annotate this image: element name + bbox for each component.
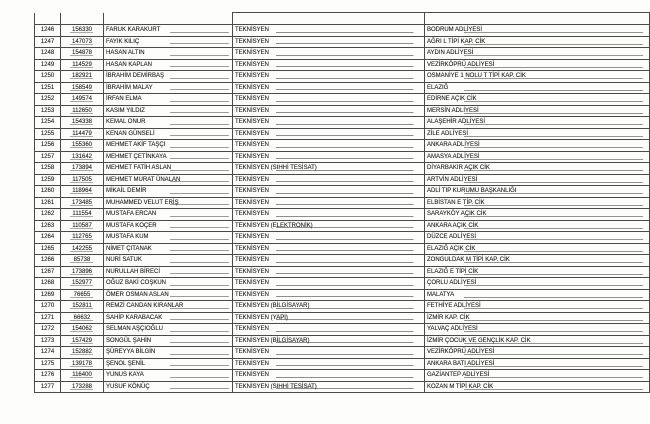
row-number-cell: 1277 [35, 381, 61, 393]
person-name-cell: MİKAİL DEMİR [104, 186, 233, 198]
person-name-cell: MEHMET ÇETİNKAYA [104, 151, 233, 163]
job-title-cell: TEKNİSYEN [233, 36, 425, 48]
row-number-cell: 1270 [35, 301, 61, 313]
assignment-unit-cell: GAZİANTEP ADLİYESİ [425, 370, 650, 382]
row-number-cell: 1255 [35, 128, 61, 140]
row-number-cell: 1264 [35, 232, 61, 244]
job-title-cell: TEKNİSYEN [233, 243, 425, 255]
person-name-cell: MUHAMMED VELUT ERİŞ [104, 197, 233, 209]
row-number-cell: 1253 [35, 105, 61, 117]
table-body [35, 13, 650, 393]
job-title-cell: TEKNİSYEN [233, 347, 425, 359]
assignment-unit-cell: İZMİR KAP. CİK [425, 312, 650, 324]
person-name-cell: MUSTAFA KOÇER [104, 220, 233, 232]
row-number-cell: 1259 [35, 174, 61, 186]
row-number-cell [35, 13, 61, 25]
assignment-unit-cell: ADLİ TIP KURUMU BAŞKANLIĞI [425, 186, 650, 198]
person-name-cell: ŞÜREYYA BİLGİN [104, 347, 233, 359]
row-number-cell: 1252 [35, 94, 61, 106]
job-title-cell: TEKNİSYEN [233, 71, 425, 83]
person-name-cell: MUSTAFA KUM [104, 232, 233, 244]
assignment-unit-cell: AĞRI L TİPİ KAP. CİK [425, 36, 650, 48]
row-number-cell: 1246 [35, 25, 61, 37]
row-number-cell: 1273 [35, 335, 61, 347]
table-row [35, 232, 650, 244]
registry-number-cell: 117505 [61, 174, 104, 186]
person-name-cell [104, 13, 233, 25]
row-number-cell: 1248 [35, 48, 61, 60]
person-name-cell: NİMET ÇITANAK [104, 243, 233, 255]
job-title-cell: TEKNİSYEN [233, 197, 425, 209]
table-row [35, 82, 650, 94]
registry-number-cell: 154338 [61, 117, 104, 129]
job-title-cell: TEKNİSYEN [233, 25, 425, 37]
registry-number-cell: 173288 [61, 381, 104, 393]
assignment-unit-cell: EDİRNE AÇIK CİK [425, 94, 650, 106]
job-title-cell: TEKNİSYEN [233, 266, 425, 278]
assignment-unit-cell: KOZAN M TİPİ KAP. CİK [425, 381, 650, 393]
assignment-unit-cell: ZONGULDAK M TİPİ KAP. CİK [425, 255, 650, 267]
table-row [35, 243, 650, 255]
assignment-unit-cell: ANKARA ADLİYESİ [425, 140, 650, 152]
person-name-cell: İRFAN ELMA [104, 94, 233, 106]
table-row [35, 174, 650, 186]
registry-number-cell: 118964 [61, 186, 104, 198]
registry-number-cell: 131642 [61, 151, 104, 163]
table-row [35, 347, 650, 359]
person-name-cell: NURİ SATUK [104, 255, 233, 267]
job-title-cell: TEKNİSYEN (SIHHİ TESİSAT) [233, 381, 425, 393]
table-row [35, 25, 650, 37]
person-name-cell: OĞUZ BAKİ COŞKUN [104, 278, 233, 290]
table-row [35, 94, 650, 106]
table-row [35, 358, 650, 370]
registry-number-cell: 66632 [61, 312, 104, 324]
row-number-cell: 1265 [35, 243, 61, 255]
table-row [35, 36, 650, 48]
job-title-cell: TEKNİSYEN [233, 151, 425, 163]
table-row [35, 186, 650, 198]
person-name-cell: MEHMET FATİH ASLAN [104, 163, 233, 175]
registry-number-cell: 114479 [61, 128, 104, 140]
registry-number-cell: 173896 [61, 266, 104, 278]
row-number-cell: 1267 [35, 266, 61, 278]
person-name-cell: SAHİP KARABACAK [104, 312, 233, 324]
assignment-unit-cell: ANKARA AÇIK CİK [425, 220, 650, 232]
assignment-unit-cell [425, 13, 650, 25]
row-number-cell: 1268 [35, 278, 61, 290]
person-name-cell: HASAN ALTIN [104, 48, 233, 60]
assignment-unit-cell: DÜZCE ADLİYESİ [425, 232, 650, 244]
registry-number-cell: 152977 [61, 278, 104, 290]
assignment-unit-cell: SARAYKÖY AÇIK CİK [425, 209, 650, 221]
job-title-cell: TEKNİSYEN [233, 324, 425, 336]
row-number-cell: 1258 [35, 163, 61, 175]
registry-number-cell: 173894 [61, 163, 104, 175]
person-name-cell: KEMAL ONUR [104, 117, 233, 129]
row-number-cell: 1254 [35, 117, 61, 129]
job-title-cell: TEKNİSYEN [233, 209, 425, 221]
person-name-cell: KASIM YILDIZ [104, 105, 233, 117]
assignment-unit-cell: ELAZIĞ [425, 82, 650, 94]
table-row [35, 324, 650, 336]
table-row [35, 312, 650, 324]
job-title-cell: TEKNİSYEN (BİLGİSAYAR) [233, 301, 425, 313]
assignment-unit-cell: VEZİRKÖPRÜ ADLİYESİ [425, 59, 650, 71]
table-row [35, 59, 650, 71]
assignment-unit-cell: FETHİYE ADLİYESİ [425, 301, 650, 313]
row-number-cell: 1261 [35, 197, 61, 209]
person-name-cell: ÖMER OSMAN ASLAN [104, 289, 233, 301]
assignment-unit-cell: YALVAÇ ADLİYESİ [425, 324, 650, 336]
row-number-cell: 1249 [35, 59, 61, 71]
table-row [35, 105, 650, 117]
registry-number-cell: 182921 [61, 71, 104, 83]
job-title-cell: TEKNİSYEN [233, 117, 425, 129]
registry-number-cell: 157429 [61, 335, 104, 347]
assignment-unit-cell: ANKARA BATI ADLİYESİ [425, 358, 650, 370]
cutoff-row [35, 13, 650, 25]
person-name-cell: MEHMET MURAT ÜNALAN [104, 174, 233, 186]
row-number-cell: 1275 [35, 358, 61, 370]
person-name-cell: İBRAHİM MALAY [104, 82, 233, 94]
registry-number-cell: 85738 [61, 255, 104, 267]
registry-number-cell: 149574 [61, 94, 104, 106]
job-title-cell: TEKNİSYEN [233, 358, 425, 370]
job-title-cell: TEKNİSYEN (BİLGİSAYAR) [233, 335, 425, 347]
job-title-cell: TEKNİSYEN [233, 48, 425, 60]
table-row [35, 370, 650, 382]
person-name-cell: MUSTAFA ERCAN [104, 209, 233, 221]
row-number-cell: 1271 [35, 312, 61, 324]
row-number-cell: 1266 [35, 255, 61, 267]
table-row [35, 48, 650, 60]
assignment-unit-cell: ZİLE ADLİYESİ [425, 128, 650, 140]
row-number-cell: 1276 [35, 370, 61, 382]
table-row [35, 117, 650, 129]
job-title-cell: TEKNİSYEN [233, 370, 425, 382]
registry-number-cell: 173485 [61, 197, 104, 209]
person-name-cell: YUSUF KÖNÜÇ [104, 381, 233, 393]
job-title-cell: TEKNİSYEN [233, 59, 425, 71]
table-row [35, 301, 650, 313]
row-number-cell: 1260 [35, 186, 61, 198]
job-title-cell: TEKNİSYEN (SIHHİ TESİSAT) [233, 163, 425, 175]
registry-number-cell: 114529 [61, 59, 104, 71]
registry-number-cell: 154878 [61, 48, 104, 60]
assignment-unit-cell: İZMİR ÇOCUK VE GENÇLİK KAP. CİK [425, 335, 650, 347]
job-title-cell: TEKNİSYEN [233, 186, 425, 198]
assignment-unit-cell: MALATYA [425, 289, 650, 301]
row-number-cell: 1262 [35, 209, 61, 221]
table-row [35, 335, 650, 347]
assignment-unit-cell: ALAŞEHİR ADLİYESİ [425, 117, 650, 129]
person-name-cell: YUNUS KAYA [104, 370, 233, 382]
personnel-table [34, 12, 650, 393]
assignment-unit-cell: MERSİN ADLİYESİ [425, 105, 650, 117]
registry-number-cell: 112650 [61, 105, 104, 117]
table-row [35, 151, 650, 163]
assignment-unit-cell: AMASYA ADLİYESİ [425, 151, 650, 163]
row-number-cell: 1257 [35, 151, 61, 163]
registry-number-cell: 152882 [61, 347, 104, 359]
person-name-cell: SELMAN AŞÇIOĞLU [104, 324, 233, 336]
assignment-unit-cell: ELAZIĞ E TİPİ CİK [425, 266, 650, 278]
person-name-cell: SONGÜL ŞAHİN [104, 335, 233, 347]
table-row [35, 71, 650, 83]
registry-number-cell: 155360 [61, 140, 104, 152]
person-name-cell: FAYIK KILIÇ [104, 36, 233, 48]
assignment-unit-cell: VEZİRKÖPRÜ ADLİYESİ [425, 347, 650, 359]
table-row [35, 163, 650, 175]
table-row [35, 278, 650, 290]
table-row [35, 140, 650, 152]
person-name-cell: ŞENOL ŞENİL [104, 358, 233, 370]
person-name-cell: KENAN GÜNSELİ [104, 128, 233, 140]
table-row [35, 289, 650, 301]
job-title-cell: TEKNİSYEN [233, 94, 425, 106]
job-title-cell: TEKNİSYEN (YAPI) [233, 312, 425, 324]
table-row [35, 266, 650, 278]
assignment-unit-cell: OSMANİYE 1 NOLU T TİPİ KAP. CİK [425, 71, 650, 83]
person-name-cell: MEHMET AKİF TAŞÇI [104, 140, 233, 152]
assignment-unit-cell: DİYARBAKIR AÇIK CİK [425, 163, 650, 175]
registry-number-cell: 112765 [61, 232, 104, 244]
table-row [35, 381, 650, 393]
person-name-cell: İBRAHİM DEMİRBAŞ [104, 71, 233, 83]
registry-number-cell: 154062 [61, 324, 104, 336]
job-title-cell: TEKNİSYEN [233, 105, 425, 117]
job-title-cell: TEKNİSYEN [233, 140, 425, 152]
row-number-cell: 1250 [35, 71, 61, 83]
assignment-unit-cell: BODRUM ADLİYESİ [425, 25, 650, 37]
registry-number-cell: 142255 [61, 243, 104, 255]
job-title-cell: TEKNİSYEN [233, 255, 425, 267]
registry-number-cell: 158549 [61, 82, 104, 94]
table-row [35, 220, 650, 232]
registry-number-cell: 139178 [61, 358, 104, 370]
registry-number-cell: 156330 [61, 25, 104, 37]
job-title-cell [233, 13, 425, 25]
person-name-cell: NURULLAH BİRECİ [104, 266, 233, 278]
row-number-cell: 1251 [35, 82, 61, 94]
registry-number-cell: 147073 [61, 36, 104, 48]
assignment-unit-cell: ARTVİN ADLİYESİ [425, 174, 650, 186]
table-row [35, 209, 650, 221]
person-name-cell: HASAN KAPLAN [104, 59, 233, 71]
job-title-cell: TEKNİSYEN [233, 82, 425, 94]
registry-number-cell: 110587 [61, 220, 104, 232]
row-number-cell: 1256 [35, 140, 61, 152]
assignment-unit-cell: ELAZIĞ AÇIK CİK [425, 243, 650, 255]
row-number-cell: 1263 [35, 220, 61, 232]
job-title-cell: TEKNİSYEN [233, 232, 425, 244]
registry-number-cell: 116400 [61, 370, 104, 382]
row-number-cell: 1269 [35, 289, 61, 301]
row-number-cell: 1272 [35, 324, 61, 336]
registry-number-cell: 76655 [61, 289, 104, 301]
registry-number-cell [61, 13, 104, 25]
assignment-unit-cell: AYDIN ADLİYESİ [425, 48, 650, 60]
row-number-cell: 1274 [35, 347, 61, 359]
table-row [35, 255, 650, 267]
table-row [35, 128, 650, 140]
assignment-unit-cell: ELBİSTAN E TİP. CİK [425, 197, 650, 209]
registry-number-cell: 111554 [61, 209, 104, 221]
assignment-unit-cell: ÇORLU ADLİYESİ [425, 278, 650, 290]
job-title-cell: TEKNİSYEN [233, 174, 425, 186]
row-number-cell: 1247 [35, 36, 61, 48]
person-name-cell: FARUK KARAKURT [104, 25, 233, 37]
job-title-cell: TEKNİSYEN [233, 278, 425, 290]
job-title-cell: TEKNİSYEN [233, 128, 425, 140]
job-title-cell: TEKNİSYEN [233, 289, 425, 301]
table-row [35, 197, 650, 209]
person-name-cell: REMZİ CANDAN KIRANLAR [104, 301, 233, 313]
job-title-cell: TEKNİSYEN (ELEKTRONİK) [233, 220, 425, 232]
registry-number-cell: 152811 [61, 301, 104, 313]
